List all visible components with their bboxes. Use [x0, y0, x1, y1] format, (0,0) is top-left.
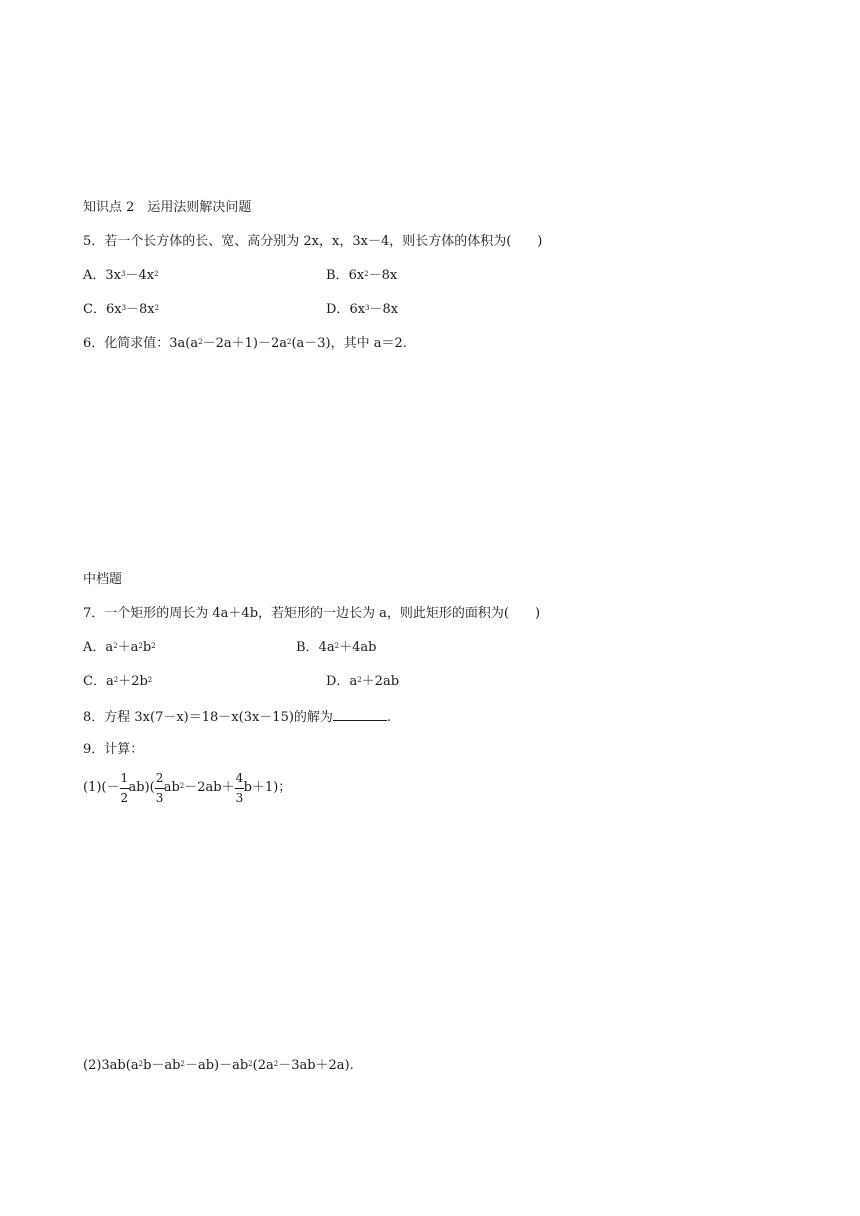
question-8: 8．方程 3x(7－x)＝18－x(3x－15)的解为 . — [83, 710, 392, 725]
q9-part-1: (1)(－ $\frac{1}{2}$ ab)( $\frac{2}{3}$ $ab^2-2ab+$ $\frac{4}{3}$ b＋1)； — [83, 771, 292, 805]
q5-option-c: C．$6x^3-8x^2$ — [83, 302, 160, 317]
question-5-stem: 5．若一个长方体的长、宽、高分别为 2x，x，3x－4，则长方体的体积为( ) — [83, 234, 543, 249]
question-7-stem: 7．一个矩形的周长为 4a＋4b，若矩形的一边长为 a，则此矩形的面积为( ) — [83, 606, 541, 621]
section-heading-mid: 中档题 — [83, 572, 123, 587]
fraction: $\frac{1}{2}$ — [120, 771, 129, 805]
question-9-stem: 9．计算： — [83, 742, 144, 757]
section-heading: 知识点 2 运用法则解决问题 — [83, 200, 252, 215]
q5-option-b: B．$6x^2-8x$ — [326, 268, 398, 283]
fraction: $\frac{4}{3}$ — [235, 771, 244, 805]
answer-blank[interactable] — [333, 708, 387, 721]
question-6: 6．化简求值：$3a(a^2-2a+1)-2a^2(a-3)$，其中 a＝2. — [83, 336, 407, 351]
q5-option-d: D．$6x^3-8x$ — [326, 302, 399, 317]
q9-part-2: $(2)3ab(a^2b-ab^2-ab)-ab^2(2a^2-3ab+2a)$. — [83, 1058, 354, 1073]
q5-option-a: A．$3x^3-4x^2$ — [83, 268, 159, 283]
q7-option-d: D．$a^2+2ab$ — [326, 674, 400, 689]
q7-option-c: C．$a^2+2b^2$ — [83, 674, 153, 689]
fraction: $\frac{2}{3}$ — [155, 771, 164, 805]
q7-option-b: B．$4a^2+4ab$ — [296, 640, 377, 655]
q7-option-a: A．$a^2+a^2b^2$ — [83, 640, 156, 655]
